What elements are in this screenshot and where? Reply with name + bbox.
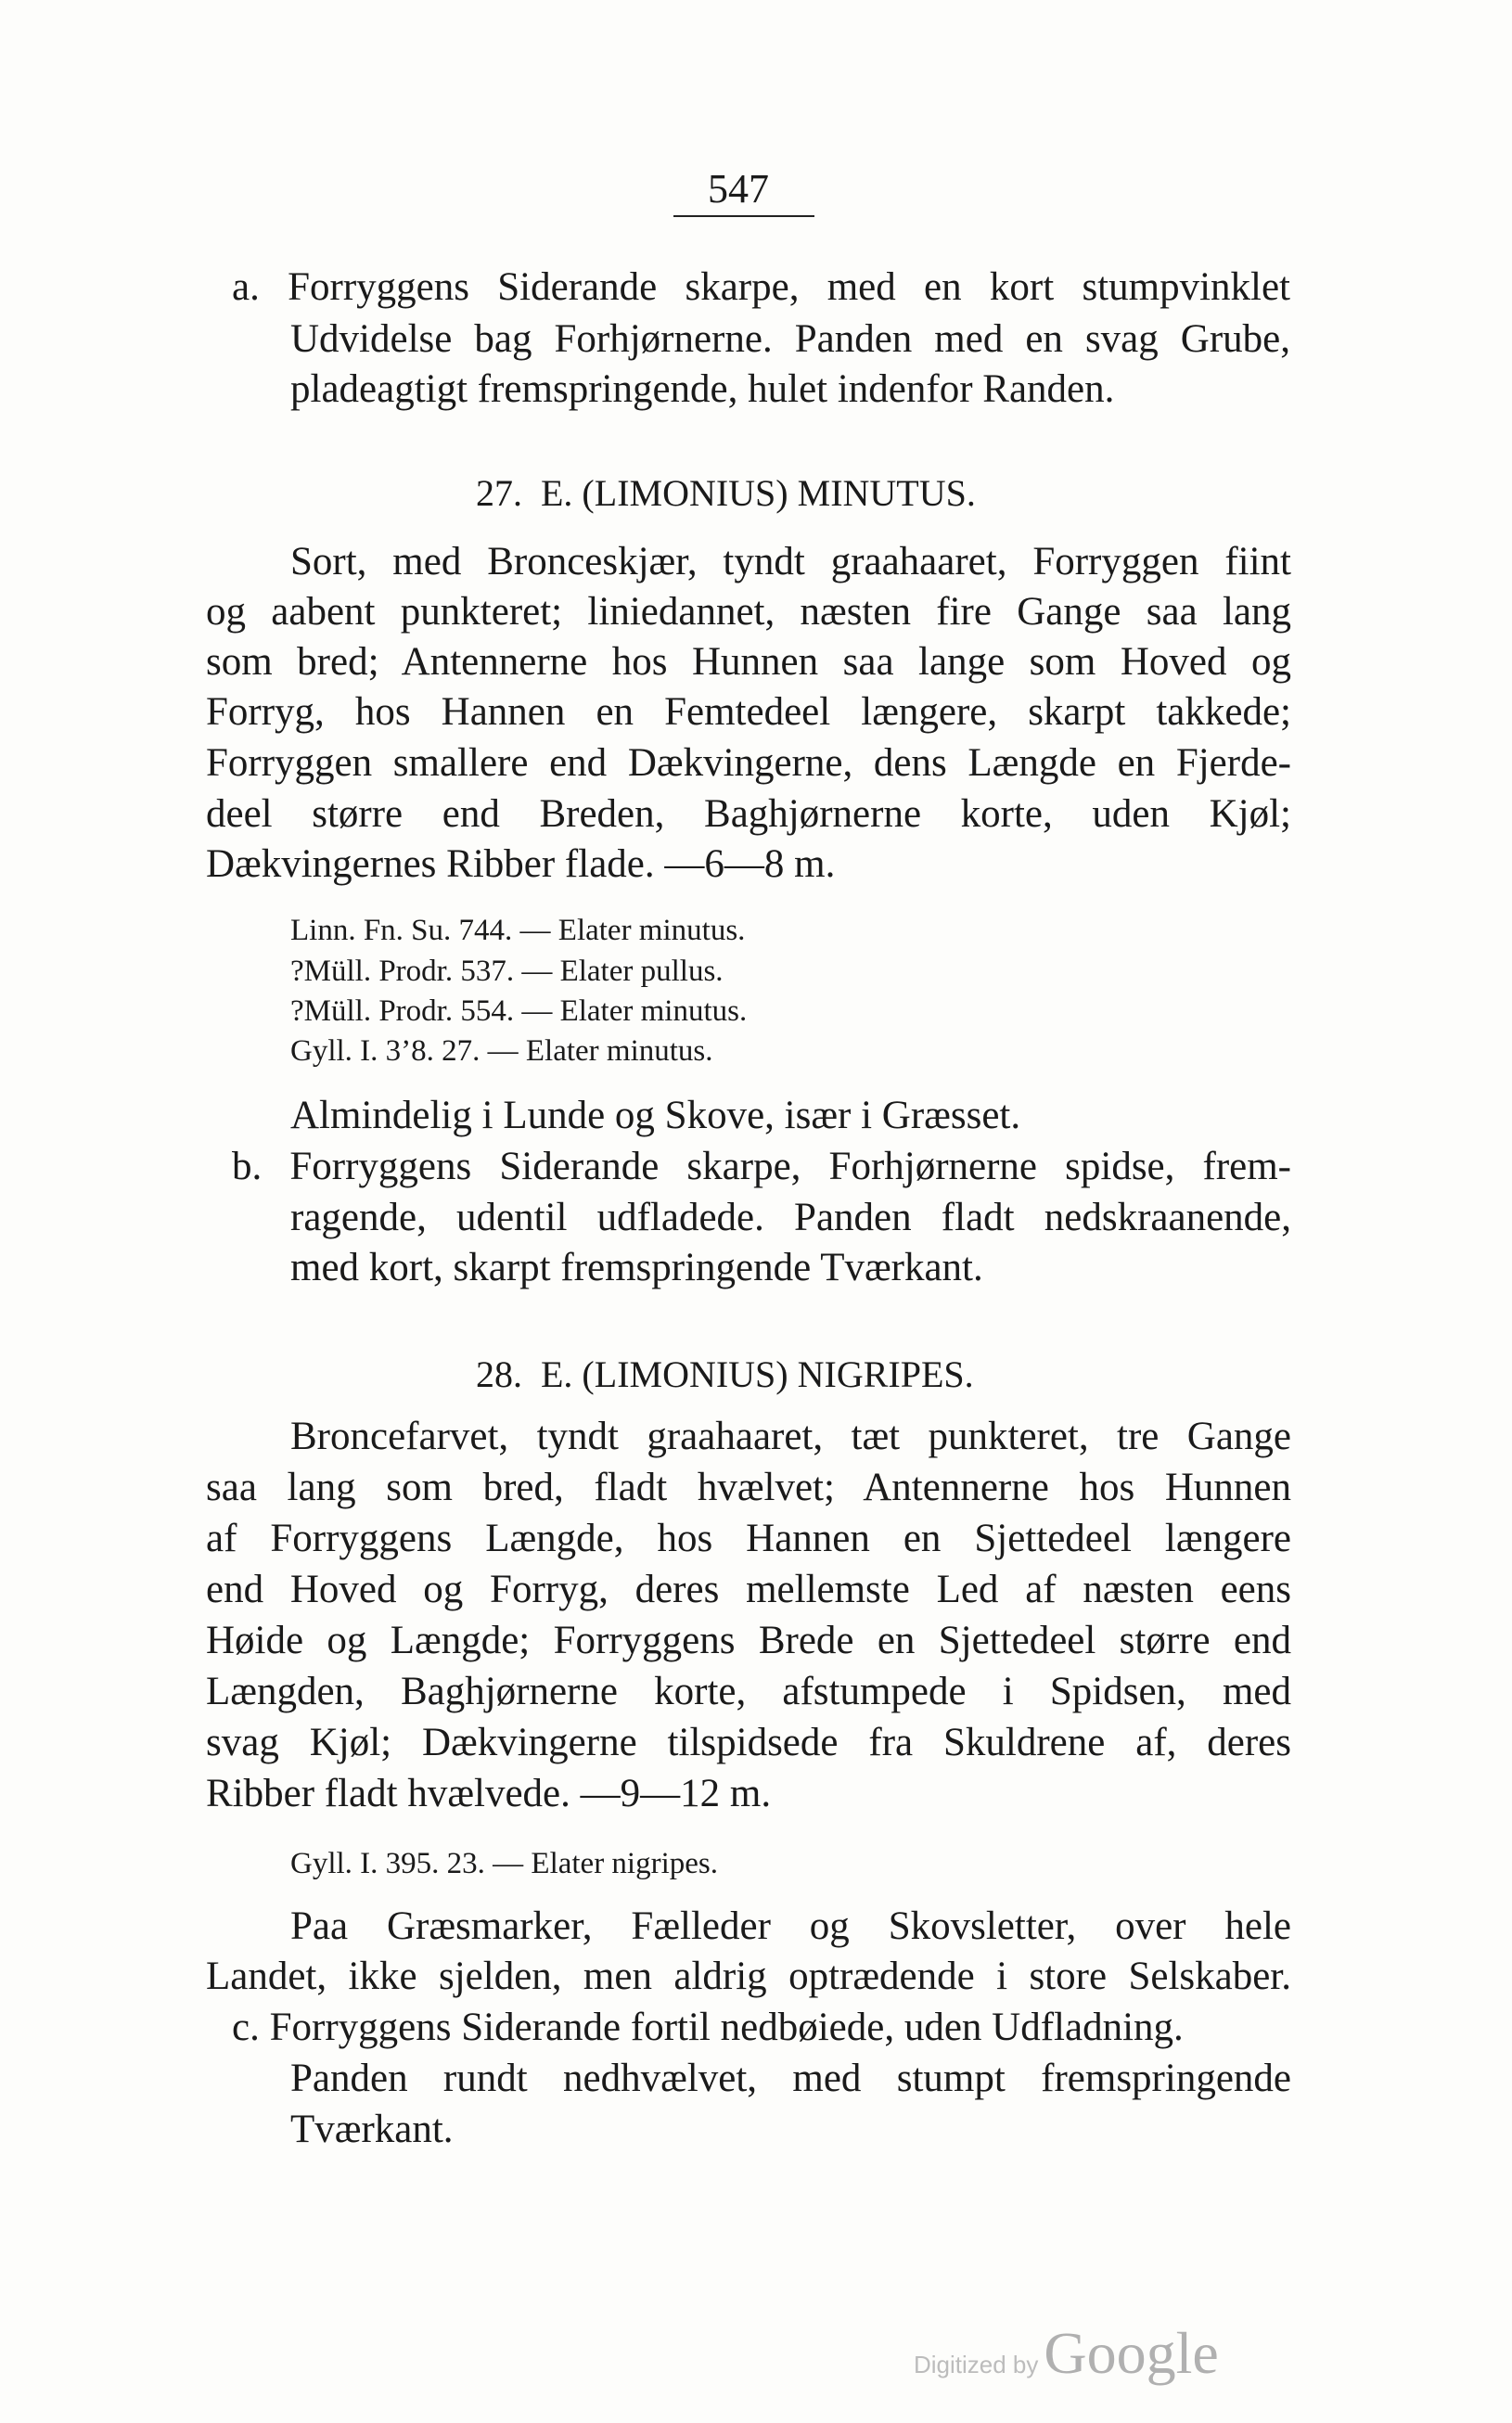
text-line: Længden, Baghjørnerne korte, afstumpede i Spidsen, med <box>206 1670 1291 1713</box>
text-line: Høide og Længde; Forryggens Brede en Sjettedeel større end <box>206 1619 1291 1662</box>
digitized-label: Digitized by <box>914 2351 1039 2378</box>
text-line: Forryg, hos Hannen en Femtedeel længere, skarpt takkede; <box>206 690 1291 734</box>
text-line: c. Forryggens Siderande fortil nedbøiede, uden Udfladning. <box>232 2006 1184 2049</box>
text-line: og aabent punkteret; liniedannet, næsten fire Gange saa lang <box>206 590 1291 634</box>
text-line: med kort, skarpt fremspringende Tværkant. <box>290 1246 983 1289</box>
citation: ?Müll. Prodr. 554. — Elater minutus. <box>290 994 748 1028</box>
text-line: Sort, med Bronceskjær, tyndt graahaaret, Forryggen fiint <box>290 540 1291 583</box>
text-line: Tværkant. <box>290 2108 454 2151</box>
citation: ?Müll. Prodr. 537. — Elater pullus. <box>290 955 724 988</box>
species-heading: 28. E. (LIMONIUS) NIGRIPES. <box>476 1353 974 1395</box>
text-line: Panden rundt nedhvælvet, med stumpt fremspringende <box>290 2057 1291 2100</box>
citation: Gyll. I. 3’8. 27. — Elater minutus. <box>290 1034 713 1068</box>
text-line: Dækvingernes Ribber flade. —6—8 m. <box>206 842 836 886</box>
citation: Linn. Fn. Su. 744. — Elater minutus. <box>290 914 746 947</box>
text-line: a. Forryggens Siderande skarpe, med en kort stumpvinklet <box>232 265 1290 309</box>
text-line: Ribber fladt hvælvede. —9—12 m. <box>206 1772 772 1815</box>
text-line: deel større end Breden, Baghjørnerne korte, uden Kjøl; <box>206 792 1291 836</box>
habitat-line: Almindelig i Lunde og Skove, især i Græsset. <box>290 1094 1021 1137</box>
text-line: Udvidelse bag Forhjørnerne. Panden med en svag Grube, <box>290 317 1290 361</box>
text-line: end Hoved og Forryg, deres mellemste Led af næsten eens <box>206 1568 1291 1611</box>
text-line: af Forryggens Længde, hos Hannen en Sjettedeel længere <box>206 1517 1291 1560</box>
digitized-by-watermark <box>914 2319 1219 2388</box>
species-heading: 27. E. (LIMONIUS) MINUTUS. <box>476 472 976 514</box>
text-line: Forryggen smallere end Dækvingerne, dens Længde en Fjerde- <box>206 741 1291 785</box>
text-line: saa lang som bred, fladt hvælvet; Antennerne hos Hunnen <box>206 1466 1291 1509</box>
text-line: som bred; Antennerne hos Hunnen saa lange som Hoved og <box>206 640 1291 684</box>
habitat-line: Paa Græsmarker, Fælleder og Skovsletter, over hele <box>290 1904 1291 1948</box>
citation: Gyll. I. 395. 23. — Elater nigripes. <box>290 1847 719 1880</box>
text-line: Broncefarvet, tyndt graahaaret, tæt punkteret, tre Gange <box>290 1415 1291 1458</box>
habitat-line: Landet, ikke sjelden, men aldrig optrædende i store Selskaber. <box>206 1955 1291 1998</box>
text-line: ragende, udentil udfladede. Panden fladt nedskraanende, <box>290 1196 1291 1239</box>
page-number: 547 <box>708 166 769 212</box>
text-line: svag Kjøl; Dækvingerne tilspidsede fra Skuldrene af, deres <box>206 1721 1291 1764</box>
text-line: b. Forryggens Siderande skarpe, Forhjørnerne spidse, frem- <box>232 1145 1291 1188</box>
text-line: pladeagtigt fremspringende, hulet indenfor Randen. <box>290 367 1115 411</box>
page-number-rule <box>673 215 814 217</box>
google-logo: Google <box>1044 2320 1219 2386</box>
